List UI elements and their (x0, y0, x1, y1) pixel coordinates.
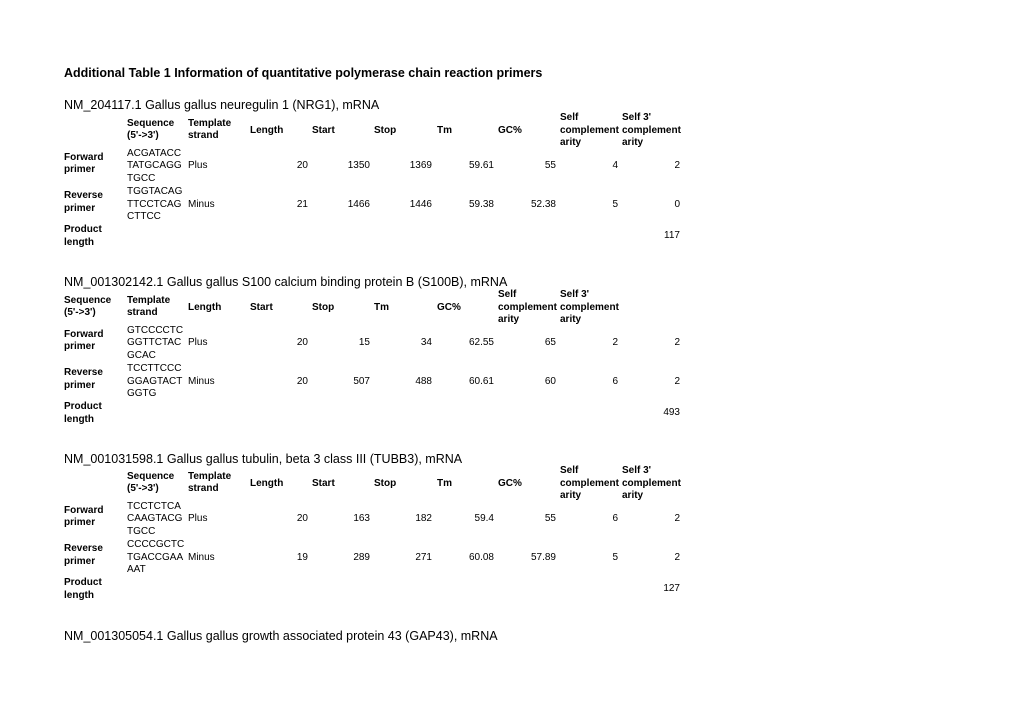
primer-stop: 271 (415, 551, 432, 563)
primer-length: 19 (296, 551, 308, 563)
header-template-strand: strand (188, 130, 219, 142)
header-self-complementarity: arity (498, 314, 520, 326)
primer-sequence: TGCC (127, 526, 156, 537)
primer-self3-complementarity: 0 (674, 198, 680, 210)
header-sequence: Sequence (127, 470, 175, 482)
primer-sequence: TCCTTCCC (127, 363, 182, 375)
template-strand: Plus (188, 160, 208, 172)
header-self-complementarity: arity (560, 490, 582, 502)
header-sequence: (5'->3') (127, 483, 159, 495)
primer-tm: 59.61 (468, 160, 494, 172)
header-sequence: Sequence (64, 294, 112, 306)
primer-sequence: TGGTACAG (127, 186, 183, 198)
primer-tm: 60.08 (468, 551, 494, 563)
header-tm: Tm (437, 477, 452, 489)
primer-self3-complementarity: 2 (674, 375, 680, 387)
primer-stop: 34 (420, 337, 432, 349)
primer-stop: 488 (415, 375, 432, 387)
primer-self-complementarity: 2 (612, 337, 618, 349)
template-strand: Plus (188, 337, 208, 349)
header-self3-complementarity: Self 3' (622, 112, 652, 123)
primer-tm: 59.38 (468, 198, 494, 210)
primer-length: 21 (296, 198, 308, 210)
primer-label: primer (64, 341, 96, 353)
primer-sequence: AAT (127, 564, 146, 576)
primer-length: 20 (296, 375, 308, 387)
header-tm: Tm (437, 124, 452, 136)
header-self3-complementarity: Self 3' (560, 289, 590, 300)
primer-label: Forward (64, 328, 104, 340)
primer-sequence: TATGCAGG (127, 160, 182, 172)
primer-label: Forward (64, 151, 104, 163)
header-gc: GC% (498, 124, 522, 136)
header-template-strand: Template (188, 117, 232, 129)
header-self-complementarity: arity (560, 137, 582, 149)
header-template-strand: Template (127, 294, 171, 306)
header-self-complementarity: complement (498, 301, 557, 313)
primer-sequence: CAAGTACG (127, 513, 183, 525)
gene-heading: NM_204117.1 Gallus gallus neuregulin 1 (NRG1), mRNA (64, 98, 380, 112)
product-length-label: Product (64, 577, 102, 589)
primer-gc: 52.38 (530, 198, 556, 210)
header-self3-complementarity: arity (622, 137, 644, 149)
primer-gc: 65 (544, 337, 556, 349)
primer-start: 15 (358, 337, 370, 349)
header-tm: Tm (374, 301, 389, 313)
primer-stop: 1369 (409, 160, 432, 172)
header-self3-complementarity: complement (622, 124, 681, 136)
header-template-strand: Template (188, 470, 232, 482)
primer-sequence: GGAGTACT (127, 375, 183, 387)
primer-start: 1350 (347, 160, 370, 172)
header-length: Length (250, 477, 284, 489)
header-self-complementarity: complement (560, 124, 619, 136)
header-gc: GC% (437, 301, 461, 313)
product-length-value: 127 (663, 583, 680, 595)
primer-stop: 1446 (409, 198, 432, 210)
primer-sequence: GGTG (127, 388, 157, 400)
product-length-label: Product (64, 224, 102, 236)
primer-start: 289 (353, 551, 370, 563)
primer-tm: 59.4 (474, 513, 494, 525)
primer-self3-complementarity: 2 (674, 337, 680, 349)
primer-start: 163 (353, 513, 370, 525)
primer-tm: 60.61 (468, 375, 494, 387)
primer-self3-complementarity: 2 (674, 551, 680, 563)
primer-label: primer (64, 555, 96, 567)
header-self3-complementarity: Self 3' (622, 465, 652, 476)
template-strand: Minus (188, 198, 215, 210)
primer-label: Reverse (64, 190, 103, 202)
header-sequence: (5'->3') (127, 130, 159, 142)
primer-sequence: GCAC (127, 350, 156, 361)
primer-start: 1466 (347, 198, 370, 210)
primer-length: 20 (296, 160, 308, 172)
product-length-label: Product (64, 401, 102, 413)
header-self-complementarity: Self (560, 465, 579, 476)
primer-self-complementarity: 5 (612, 551, 618, 563)
primer-length: 20 (296, 513, 308, 525)
product-length-label: length (64, 414, 94, 425)
header-stop: Stop (374, 124, 397, 136)
header-self3-complementarity: arity (622, 490, 644, 502)
header-start: Start (312, 124, 335, 136)
primer-stop: 182 (415, 513, 432, 525)
header-self3-complementarity: complement (622, 477, 681, 489)
header-gc: GC% (498, 477, 522, 489)
primer-tm: 62.55 (468, 337, 494, 349)
primer-self-complementarity: 6 (612, 513, 618, 525)
header-self-complementarity: Self (498, 289, 517, 300)
gene-heading: NM_001031598.1 Gallus gallus tubulin, beta 3 class III (TUBB3), mRNA (64, 452, 463, 466)
primer-sequence: CTTCC (127, 211, 161, 223)
primer-sequence: GGTTCTAC (127, 337, 182, 349)
header-stop: Stop (312, 301, 335, 313)
primer-label: primer (64, 379, 96, 391)
primer-start: 507 (353, 375, 370, 387)
header-self3-complementarity: complement (560, 301, 619, 313)
template-strand: Plus (188, 513, 208, 525)
header-length: Length (188, 301, 222, 313)
primer-self3-complementarity: 2 (674, 513, 680, 525)
primer-length: 20 (296, 337, 308, 349)
header-sequence: Sequence (127, 117, 175, 129)
header-self3-complementarity: arity (560, 314, 582, 326)
primer-label: primer (64, 517, 96, 529)
primer-sequence: ACGATACC (127, 147, 182, 159)
header-template-strand: strand (188, 483, 219, 495)
primer-sequence: GTCCCCTC (127, 324, 184, 336)
primer-label: Reverse (64, 543, 103, 555)
primer-label: Forward (64, 504, 104, 516)
header-self-complementarity: Self (560, 112, 579, 123)
primer-self-complementarity: 5 (612, 198, 618, 210)
primer-label: primer (64, 164, 96, 176)
primer-gc: 60 (544, 375, 556, 387)
header-length: Length (250, 124, 284, 136)
primer-self-complementarity: 4 (612, 160, 618, 172)
header-template-strand: strand (127, 307, 158, 319)
header-start: Start (250, 301, 273, 313)
primer-gc: 55 (544, 513, 556, 525)
product-length-value: 117 (664, 230, 680, 242)
product-length-label: length (64, 590, 94, 601)
header-stop: Stop (374, 477, 397, 489)
primer-sequence: TGCC (127, 173, 156, 184)
primer-sequence: TTCCTCAG (127, 198, 182, 210)
header-sequence: (5'->3') (64, 307, 96, 319)
primer-gc: 57.89 (530, 551, 556, 563)
primer-gc: 55 (544, 160, 556, 172)
header-start: Start (312, 477, 335, 489)
primer-label: Reverse (64, 367, 103, 379)
primer-self3-complementarity: 2 (674, 160, 680, 172)
template-strand: Minus (188, 375, 215, 387)
primer-sequence: TGACCGAA (127, 551, 184, 563)
primer-label: primer (64, 202, 96, 214)
document-title: Additional Table 1 Information of quantitative polymerase chain reaction primers (64, 66, 543, 80)
header-self-complementarity: complement (560, 477, 619, 489)
product-length-label: length (64, 237, 94, 248)
template-strand: Minus (188, 551, 215, 563)
primer-sequence: CCCCGCTC (127, 539, 185, 551)
primer-self-complementarity: 6 (612, 375, 618, 387)
product-length-value: 493 (663, 407, 680, 419)
primer-sequence: TCCTCTCA (127, 500, 181, 512)
gene-heading: NM_001305054.1 Gallus gallus growth associated protein 43 (GAP43), mRNA (64, 629, 498, 643)
gene-heading: NM_001302142.1 Gallus gallus S100 calcium binding protein B (S100B), mRNA (64, 275, 508, 289)
